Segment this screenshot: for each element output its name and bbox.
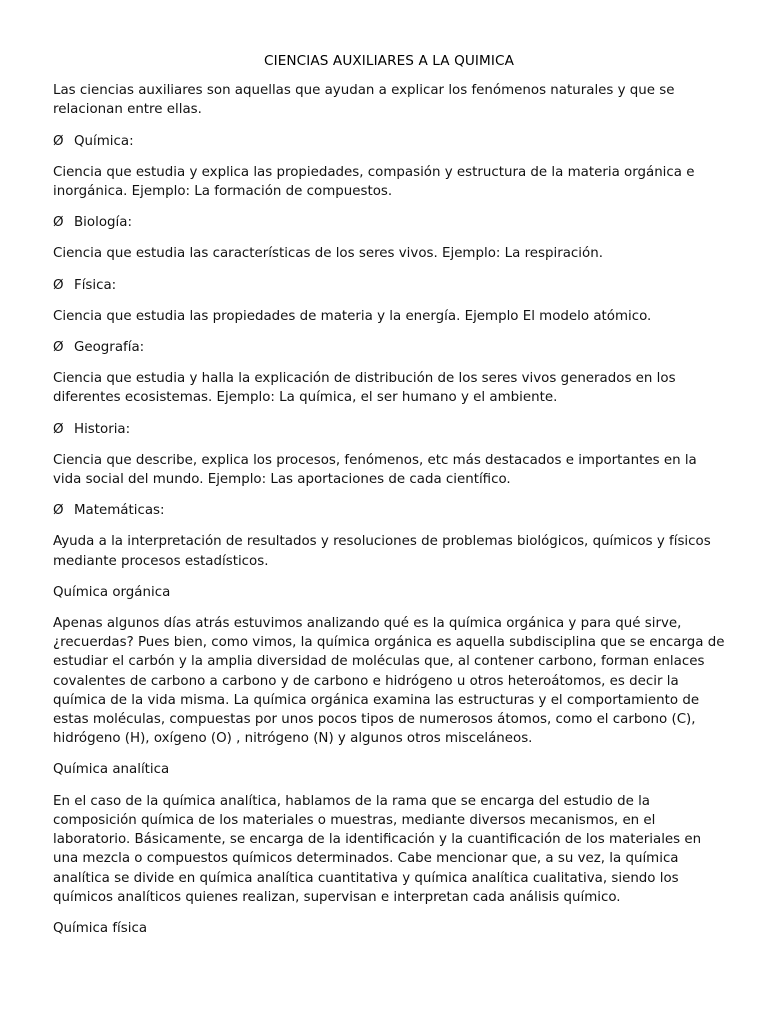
bullet-mark: Ø [53, 503, 64, 519]
science-name: Física: [74, 277, 117, 293]
science-item-historia [53, 420, 725, 439]
science-name: Matemáticas: [74, 503, 165, 519]
science-name: Historia: [74, 421, 131, 437]
document-page [53, 52, 725, 950]
bullet-mark: Ø [53, 215, 64, 231]
science-description: Ciencia que estudia las propiedades de materia y la energía. Ejemplo El modelo atómico. [53, 308, 652, 324]
science-name: Geografía: [74, 340, 145, 356]
science-item-fisica [53, 276, 725, 295]
science-description: Ciencia que estudia las características de los seres vivos. Ejemplo: La respiración. [53, 246, 603, 262]
bullet-mark: Ø [53, 133, 64, 149]
science-description: Ciencia que estudia y explica las propiedades, compasión y estructura de la materia orgánica e inorgánica. Ejemplo: La formación de compuestos. [53, 164, 695, 200]
sciences-list [53, 132, 725, 571]
section-heading-quimica-organica: Química orgánica [53, 584, 171, 600]
section-heading-quimica-analitica: Química analítica [53, 762, 170, 778]
section-body-quimica-analitica: En el caso de la química analítica, hablamos de la rama que se encarga del estudio de la composición química de los materiales o muestras, mediante diversos mecanismos, en el laboratorio. Básicamente, se encarga de la identificación y la cuantificación de los materiales en una mezcla o compuestos químicos determinados. Cabe mencionar que, a su vez, la química analítica se divide en química analítica cuantitativa y química analítica cualitativa, siendo los químicos analíticos quienes realizan, supervisan e interpretan cada análisis químico. [53, 793, 702, 905]
bullet-mark: Ø [53, 277, 64, 293]
bullet-mark: Ø [53, 340, 64, 356]
science-item-matematicas [53, 501, 725, 520]
intro-paragraph: Las ciencias auxiliares son aquellas que ayudan a explicar los fenómenos naturales y que se relacionan entre ellas. [53, 83, 675, 118]
section-body-quimica-organica: Apenas algunos días atrás estuvimos analizando qué es la química orgánica y para qué sirve, ¿recuerdas? Pues bien, como vimos, la química orgánica es aquella subdisciplina que se encarga de estudiar el carbón y la amplia diversidad de moléculas que, al contener carbono, forman enlaces covalentes de carbono a carbono y de carbono e hidrógeno u otros heteroátomos, es decir la química de la vida misma. La química orgánica examina las estructuras y el comportamiento de estas moléculas, compuestas por unos pocos tipos de numerosos átomos, como el carbono (C), hidrógeno (H), oxígeno (O) , nitrógeno (N) y algunos otros misceláneos. [53, 616, 725, 747]
bullet-mark: Ø [53, 421, 64, 437]
science-item-quimica [53, 132, 725, 151]
science-item-biologia [53, 213, 725, 232]
science-description: Ayuda a la interpretación de resultados y resoluciones de problemas biológicos, químicos y físicos mediante procesos estadísticos. [53, 534, 711, 569]
science-name: Biología: [74, 215, 132, 231]
science-description: Ciencia que estudia y halla la explicación de distribución de los seres vivos generados en los diferentes ecosistemas. Ejemplo: La química, el ser humano y el ambiente. [53, 371, 676, 406]
science-item-geografia [53, 338, 725, 357]
section-heading-quimica-fisica: Química física [53, 920, 148, 936]
science-name: Química: [74, 133, 134, 149]
document-title: CIENCIAS AUXILIARES A LA QUIMICA [264, 53, 514, 69]
science-description: Ciencia que describe, explica los procesos, fenómenos, etc más destacados e importantes en la vida social del mundo. Ejemplo: Las aportaciones de cada científico. [53, 452, 697, 488]
